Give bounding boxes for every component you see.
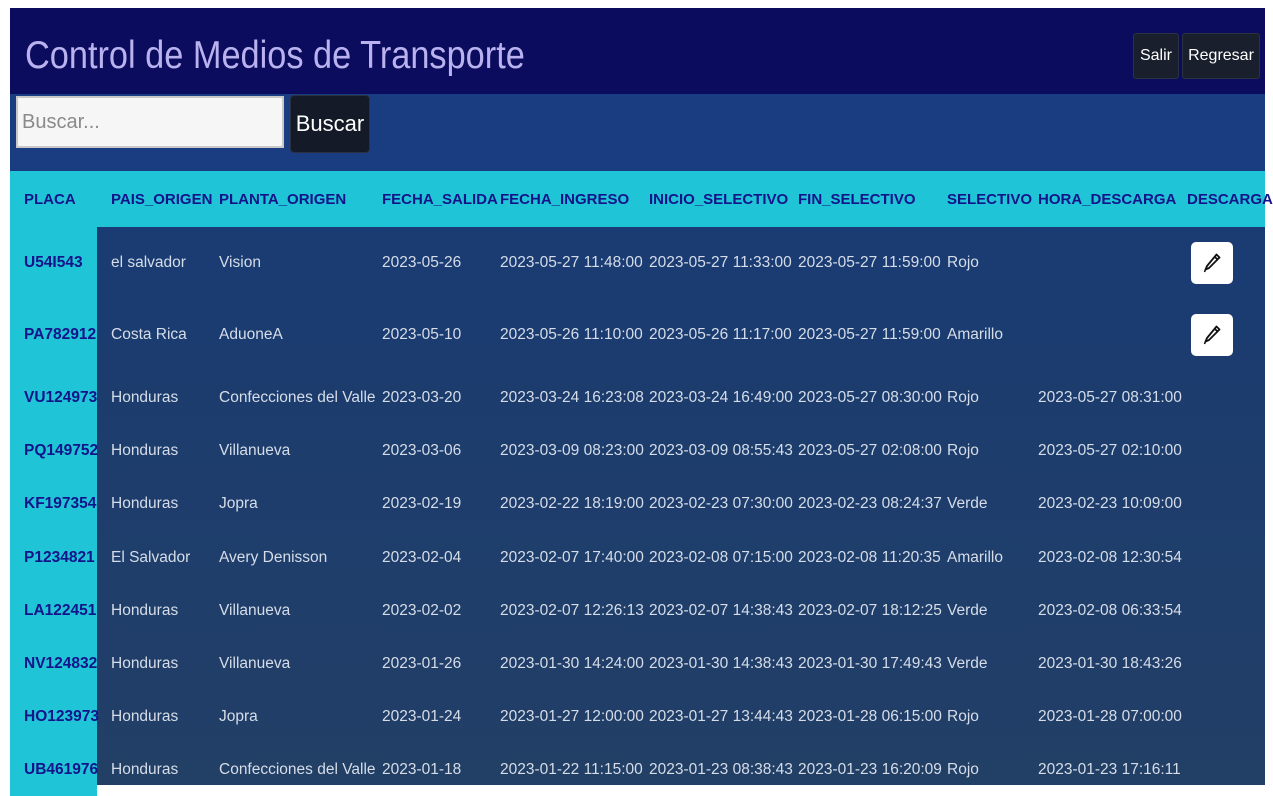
col-header-fin-selectivo[interactable]: FIN_SELECTIVO xyxy=(784,171,933,227)
cell-fin-selectivo: 2023-05-27 11:59:00 xyxy=(798,254,941,271)
cell-fecha-ingreso: 2023-03-24 16:23:08 xyxy=(500,388,644,406)
cell-planta-origen: Confecciones del Valle xyxy=(219,760,376,778)
cell-inicio-selectivo: 2023-01-27 13:44:43 xyxy=(649,707,793,725)
cell-inicio-selectivo: 2023-05-27 11:33:00 xyxy=(649,254,792,271)
cell-fecha-ingreso: 2023-05-26 11:10:00 xyxy=(500,326,643,343)
search-bar xyxy=(10,94,1265,171)
cell-selectivo: Verde xyxy=(947,601,988,619)
cell-planta-origen: Villanueva xyxy=(219,654,291,672)
col-header-fecha-ingreso[interactable]: FECHA_INGRESO xyxy=(486,171,635,227)
cell-pais-origen: Honduras xyxy=(111,441,179,459)
table-row[interactable] xyxy=(10,743,1265,796)
cell-hora-descarga xyxy=(1024,299,1173,371)
cell-fecha-salida: 2023-01-24 xyxy=(382,707,462,725)
cell-placa: UB461976 xyxy=(10,743,97,796)
cell-inicio-selectivo: 2023-05-26 11:17:00 xyxy=(649,326,792,343)
cell-selectivo: Amarillo xyxy=(947,548,1003,566)
cell-hora-descarga: 2023-02-23 10:09:00 xyxy=(1038,495,1182,512)
transport-table xyxy=(10,171,1273,796)
pencil-icon xyxy=(1202,324,1222,346)
cell-placa: HO123973 xyxy=(10,690,97,743)
table-row[interactable] xyxy=(10,477,1265,531)
cell-pais-origen: Honduras xyxy=(111,760,179,778)
cell-descarga xyxy=(1173,637,1265,690)
col-header-selectivo[interactable]: SELECTIVO xyxy=(933,171,1024,227)
cell-inicio-selectivo: 2023-02-23 07:30:00 xyxy=(649,495,793,512)
cell-fin-selectivo: 2023-02-08 11:20:35 xyxy=(798,548,941,566)
cell-pais-origen: Honduras xyxy=(111,495,179,512)
cell-hora-descarga: 2023-05-27 02:10:00 xyxy=(1038,441,1182,459)
cell-inicio-selectivo: 2023-01-23 08:38:43 xyxy=(649,760,793,778)
cell-hora-descarga: 2023-02-08 12:30:54 xyxy=(1038,548,1182,566)
cell-selectivo: Rojo xyxy=(947,388,979,406)
cell-fin-selectivo: 2023-01-30 17:49:43 xyxy=(798,654,942,672)
cell-planta-origen: Villanueva xyxy=(219,441,291,459)
edit-descarga-button[interactable] xyxy=(1191,314,1233,356)
cell-fin-selectivo: 2023-02-07 18:12:25 xyxy=(798,601,942,619)
cell-fecha-ingreso: 2023-02-07 17:40:00 xyxy=(500,548,644,566)
cell-descarga xyxy=(1173,690,1265,743)
cell-fecha-salida: 2023-03-06 xyxy=(382,441,462,459)
cell-fin-selectivo: 2023-02-23 08:24:37 xyxy=(798,495,942,512)
cell-fin-selectivo: 2023-01-23 16:20:09 xyxy=(798,760,942,778)
cell-fin-selectivo: 2023-01-28 06:15:00 xyxy=(798,707,942,725)
cell-descarga xyxy=(1173,227,1265,299)
cell-planta-origen: Jopra xyxy=(219,707,258,725)
cell-inicio-selectivo: 2023-03-09 08:55:43 xyxy=(649,441,793,459)
cell-fecha-salida: 2023-05-10 xyxy=(382,326,462,343)
cell-hora-descarga: 2023-01-23 17:16:11 xyxy=(1038,760,1181,778)
cell-fecha-salida: 2023-01-26 xyxy=(382,654,462,672)
cell-pais-origen: Honduras xyxy=(111,654,179,672)
cell-placa: P1234821 xyxy=(10,531,97,584)
cell-planta-origen: Jopra xyxy=(219,495,258,512)
table-header-row xyxy=(10,171,1265,227)
col-header-planta-origen[interactable]: PLANTA_ORIGEN xyxy=(205,171,368,227)
edit-descarga-button[interactable] xyxy=(1191,242,1233,284)
col-header-placa[interactable]: PLACA xyxy=(10,171,97,227)
cell-fecha-salida: 2023-03-20 xyxy=(382,388,462,406)
col-header-hora-descarga[interactable]: HORA_DESCARGA xyxy=(1024,171,1173,227)
cell-hora-descarga: 2023-05-27 08:31:00 xyxy=(1038,388,1182,406)
col-header-descarga[interactable]: DESCARGA xyxy=(1173,171,1265,227)
cell-hora-descarga: 2023-01-28 07:00:00 xyxy=(1038,707,1182,725)
cell-fecha-salida: 2023-02-19 xyxy=(382,495,462,512)
cell-descarga xyxy=(1173,424,1265,477)
cell-inicio-selectivo: 2023-01-30 14:38:43 xyxy=(649,654,793,672)
cell-placa: U54I543 xyxy=(10,227,97,299)
cell-selectivo: Rojo xyxy=(947,760,979,778)
cell-fecha-salida: 2023-02-02 xyxy=(382,601,462,619)
page-title: Control de Medios de Transporte xyxy=(25,34,525,77)
cell-fecha-salida: 2023-02-04 xyxy=(382,548,462,566)
cell-planta-origen: Avery Denisson xyxy=(219,548,328,566)
cell-planta-origen: Vision xyxy=(219,254,261,271)
cell-selectivo: Rojo xyxy=(947,441,979,459)
cell-descarga xyxy=(1173,531,1265,584)
cell-pais-origen: Honduras xyxy=(111,388,179,406)
cell-hora-descarga xyxy=(1024,227,1173,299)
table-row[interactable] xyxy=(10,531,1265,584)
cell-placa: LA122451 xyxy=(10,584,97,637)
app-window xyxy=(10,8,1273,785)
cell-pais-origen: el salvador xyxy=(111,254,186,271)
cell-fecha-ingreso: 2023-03-09 08:23:00 xyxy=(500,441,644,459)
cell-descarga xyxy=(1173,584,1265,637)
cell-pais-origen: Costa Rica xyxy=(111,326,187,343)
cell-fin-selectivo: 2023-05-27 02:08:00 xyxy=(798,441,942,459)
table-row[interactable] xyxy=(10,371,1265,424)
regresar-button[interactable]: Regresar xyxy=(1182,33,1260,79)
cell-hora-descarga: 2023-02-08 06:33:54 xyxy=(1038,601,1182,619)
col-header-inicio-selectivo[interactable]: INICIO_SELECTIVO xyxy=(635,171,784,227)
cell-inicio-selectivo: 2023-02-07 14:38:43 xyxy=(649,601,793,619)
col-header-fecha-salida[interactable]: FECHA_SALIDA xyxy=(368,171,486,227)
cell-placa: KF197354 xyxy=(10,477,97,531)
cell-selectivo: Amarillo xyxy=(947,326,1003,343)
cell-selectivo: Verde xyxy=(947,495,988,512)
cell-inicio-selectivo: 2023-03-24 16:49:00 xyxy=(649,388,793,406)
cell-fecha-ingreso: 2023-02-07 12:26:13 xyxy=(500,601,644,619)
cell-fecha-ingreso: 2023-05-27 11:48:00 xyxy=(500,254,643,271)
cell-placa: VU124973 xyxy=(10,371,97,424)
cell-hora-descarga: 2023-01-30 18:43:26 xyxy=(1038,654,1182,672)
cell-descarga xyxy=(1173,299,1265,371)
salir-button[interactable]: Salir xyxy=(1133,33,1179,79)
cell-fin-selectivo: 2023-05-27 11:59:00 xyxy=(798,326,941,343)
cell-placa: PA782912 xyxy=(10,299,97,371)
cell-fecha-ingreso: 2023-01-27 12:00:00 xyxy=(500,707,644,725)
table-row[interactable] xyxy=(10,637,1265,690)
cell-fin-selectivo: 2023-05-27 08:30:00 xyxy=(798,388,942,406)
cell-selectivo: Verde xyxy=(947,654,988,672)
cell-planta-origen: Villanueva xyxy=(219,601,291,619)
search-input[interactable] xyxy=(16,96,284,148)
cell-descarga xyxy=(1173,371,1265,424)
cell-pais-origen: Honduras xyxy=(111,601,179,619)
cell-planta-origen: Confecciones del Valle xyxy=(219,388,376,406)
table-row[interactable] xyxy=(10,424,1265,477)
search-button[interactable]: Buscar xyxy=(290,95,370,153)
table-row[interactable] xyxy=(10,584,1265,637)
cell-fecha-ingreso: 2023-01-22 11:15:00 xyxy=(500,760,643,778)
cell-planta-origen: AduoneA xyxy=(219,326,283,343)
cell-fecha-salida: 2023-01-18 xyxy=(382,760,462,778)
cell-pais-origen: Honduras xyxy=(111,707,179,725)
col-header-pais-origen[interactable]: PAIS_ORIGEN xyxy=(97,171,205,227)
cell-descarga xyxy=(1173,477,1265,531)
cell-descarga xyxy=(1173,743,1265,796)
table-row[interactable] xyxy=(10,690,1265,743)
cell-selectivo: Rojo xyxy=(947,707,979,725)
cell-selectivo: Rojo xyxy=(947,254,979,271)
table-row[interactable] xyxy=(10,227,1265,299)
cell-fecha-salida: 2023-05-26 xyxy=(382,254,462,271)
pencil-icon xyxy=(1202,252,1222,274)
cell-placa: NV124832 xyxy=(10,637,97,690)
cell-placa: PQ149752 xyxy=(10,424,97,477)
cell-inicio-selectivo: 2023-02-08 07:15:00 xyxy=(649,548,793,566)
table-row[interactable] xyxy=(10,299,1265,371)
cell-pais-origen: El Salvador xyxy=(111,548,191,566)
top-header xyxy=(10,8,1265,94)
cell-fecha-ingreso: 2023-02-22 18:19:00 xyxy=(500,495,644,512)
cell-fecha-ingreso: 2023-01-30 14:24:00 xyxy=(500,654,644,672)
